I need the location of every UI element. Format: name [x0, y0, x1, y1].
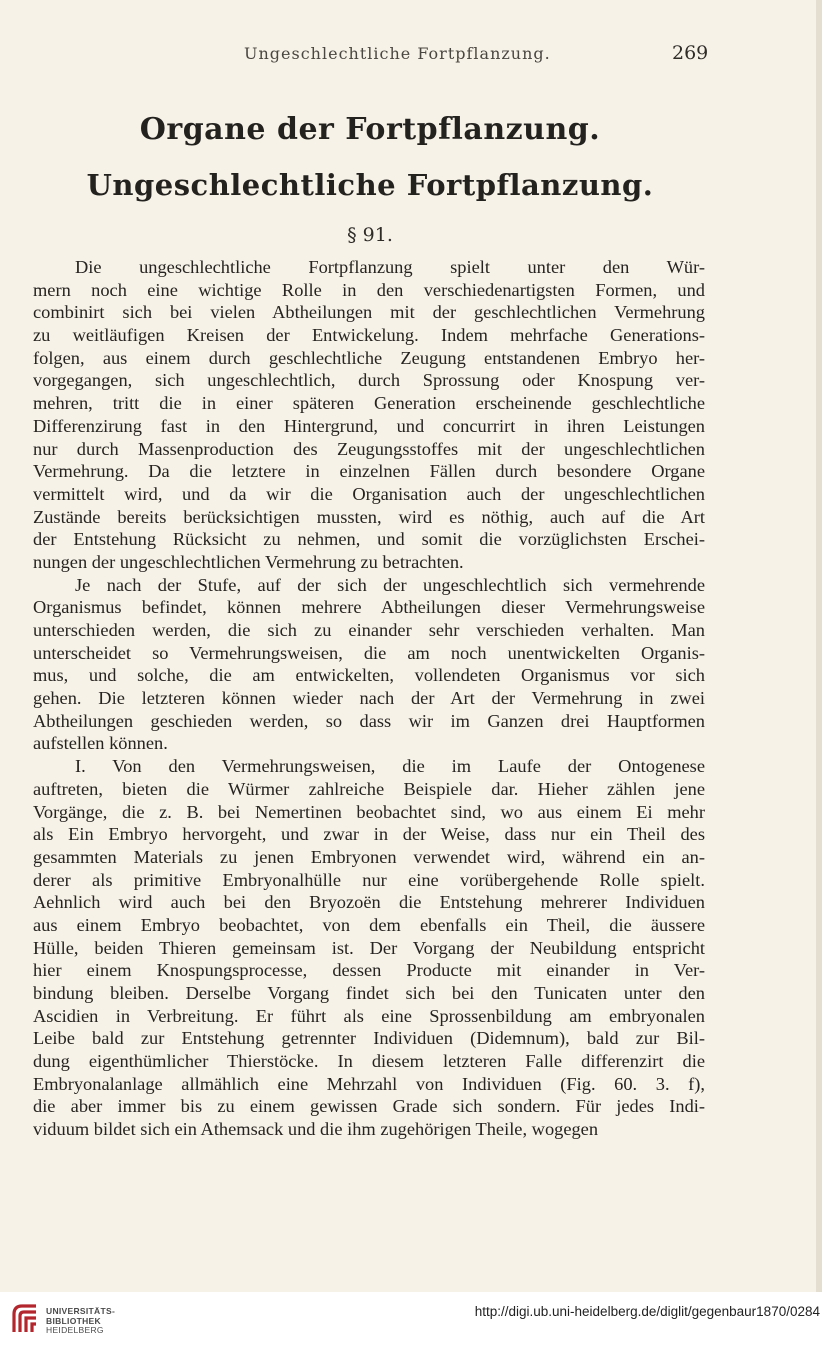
- library-logo-icon: [8, 1302, 42, 1336]
- text-line: Je nach der Stufe, auf der sich der ungeschlechtlich sich vermehrende: [75, 574, 705, 595]
- text-line: Leibe bald zur Entstehung getrennter Individuen (Didemnum), bald zur Bil-: [33, 1028, 705, 1049]
- text-line: nur durch Massenproduction des Zeugungsstoffes mit der ungeschlechtlichen: [33, 438, 705, 459]
- text-line: zu weitläufigen Kreisen der Entwickelung. Indem mehrfache Generations-: [33, 325, 705, 346]
- chapter-title: Organe der Fortpflanzung.: [139, 112, 601, 147]
- text-line: Organismus befindet, können mehrere Abtheilungen dieser Vermehrungsweise: [33, 597, 705, 618]
- text-line: Vorgänge, die z. B. bei Nemertinen beobachtet sind, wo aus einem Ei mehr: [33, 801, 705, 822]
- text-line: viduum bildet sich ein Athemsack und die ihm zugehörigen Theile, wogegen: [33, 1119, 599, 1140]
- text-line: folgen, aus einem durch geschlechtliche Zeugung entstandenen Embryo her-: [33, 347, 705, 368]
- text-line: aus einem Embryo beobachtet, von dem ebenfalls ein Theil, die äussere: [33, 914, 705, 935]
- text-line: unterscheidet so Vermehrungsweisen, die am noch unentwickelten Organis-: [33, 642, 705, 663]
- text-line: vermittelt wird, und da wir die Organisation auch der ungeschlechtlichen: [33, 483, 705, 504]
- text-line: I. Von den Vermehrungsweisen, die im Laufe der Ontogenese: [75, 756, 705, 777]
- logo-line-2: BIBLIOTHEK: [46, 1315, 101, 1326]
- section-number: § 91.: [347, 224, 393, 246]
- logo-line-1: UNIVERSITÄTS-: [46, 1306, 116, 1316]
- text-line: Abtheilungen geschieden werden, so dass wir im Ganzen drei Hauptformen: [33, 710, 705, 731]
- text-line: mehren, tritt die in einer späteren Generation erscheinende geschlechtliche: [33, 393, 705, 414]
- text-line: Embryonalanlage allmählich eine Mehrzahl von Individuen (Fig. 60. 3. f),: [33, 1073, 705, 1094]
- text-line: gesammten Materials zu jenen Embryonen verwendet wird, während ein an-: [33, 846, 705, 867]
- text-line: vorgegangen, sich ungeschlechtlich, durch Sprossung oder Knospung ver-: [33, 370, 705, 391]
- text-line: combinirt sich bei vielen Abtheilungen mit der geschlechtlichen Vermehrung: [33, 302, 705, 323]
- body-text: [33, 256, 705, 1141]
- source-url-link[interactable]: http://digi.ub.uni-heidelberg.de/diglit/gegenbaur1870/0284: [474, 1304, 820, 1319]
- text-line: gehen. Die letzteren können wieder nach der Art der Vermehrung in zwei: [33, 688, 705, 709]
- text-line: als Ein Embryo hervorgeht, und zwar in der Weise, dass nur ein Theil des: [33, 824, 705, 845]
- library-logo-text: [46, 1307, 115, 1336]
- text-line: unterschieden werden, die sich zu einander sehr verschieden verhalten. Man: [33, 620, 705, 640]
- text-line: Die ungeschlechtliche Fortpflanzung spielt unter den Wür-: [75, 257, 705, 277]
- text-line: Vermehrung. Da die letztere in einzelnen Fällen durch besondere Organe: [33, 461, 705, 482]
- page-number: 269: [672, 42, 709, 64]
- text-line: Ascidien in Verbreitung. Er führt als eine Sprossenbildung am embryonalen: [33, 1005, 705, 1026]
- section-title: Ungeschlechtliche Fortpflanzung.: [86, 168, 654, 202]
- running-head: Ungeschlechtliche Fortpflanzung.: [244, 44, 551, 63]
- text-line: der Entstehung Rücksicht zu nehmen, und somit die vorzüglichsten Erschei-: [33, 529, 705, 550]
- text-line: mern noch eine wichtige Rolle in den verschiedenartigsten Formen, und: [33, 279, 705, 300]
- text-line: auftreten, bieten die Würmer zahlreiche Beispiele dar. Hieher zählen jene: [33, 778, 705, 799]
- text-line: dung eigenthümlicher Thierstöcke. In diesem letzteren Falle differenzirt die: [33, 1051, 705, 1072]
- text-line: Hülle, beiden Thieren gemeinsam ist. Der Vorgang der Neubildung entspricht: [33, 937, 705, 958]
- text-line: nungen der ungeschlechtlichen Vermehrung zu betrachten.: [33, 551, 464, 572]
- text-line: Aehnlich wird auch bei den Bryozoën die Entstehung mehrerer Individuen: [33, 892, 705, 913]
- footer-bar: [0, 1292, 828, 1354]
- text-line: derer als primitive Embryonalhülle nur eine vorübergehende Rolle spielt.: [33, 869, 705, 890]
- logo-line-3: HEIDELBERG: [46, 1325, 104, 1335]
- text-line: aufstellen können.: [33, 733, 168, 754]
- text-line: hier einem Knospungsprocesse, dessen Producte mit einander in Ver-: [33, 960, 705, 981]
- text-line: Zustände bereits berücksichtigen mussten, wird es nöthig, auch auf die Art: [33, 506, 705, 527]
- text-line: die aber immer bis zu einem gewissen Grade sich sondern. Für jedes Indi-: [33, 1096, 705, 1117]
- text-line: bindung bleiben. Derselbe Vorgang findet sich bei den Tunicaten unter den: [33, 983, 705, 1003]
- text-line: mus, und solche, die am entwickelten, vollendeten Organismus vor sich: [33, 665, 705, 686]
- page-edge: [816, 0, 822, 1292]
- text-line: Differenzirung fast in den Hintergrund, und concurrirt in ihren Leistungen: [33, 415, 705, 436]
